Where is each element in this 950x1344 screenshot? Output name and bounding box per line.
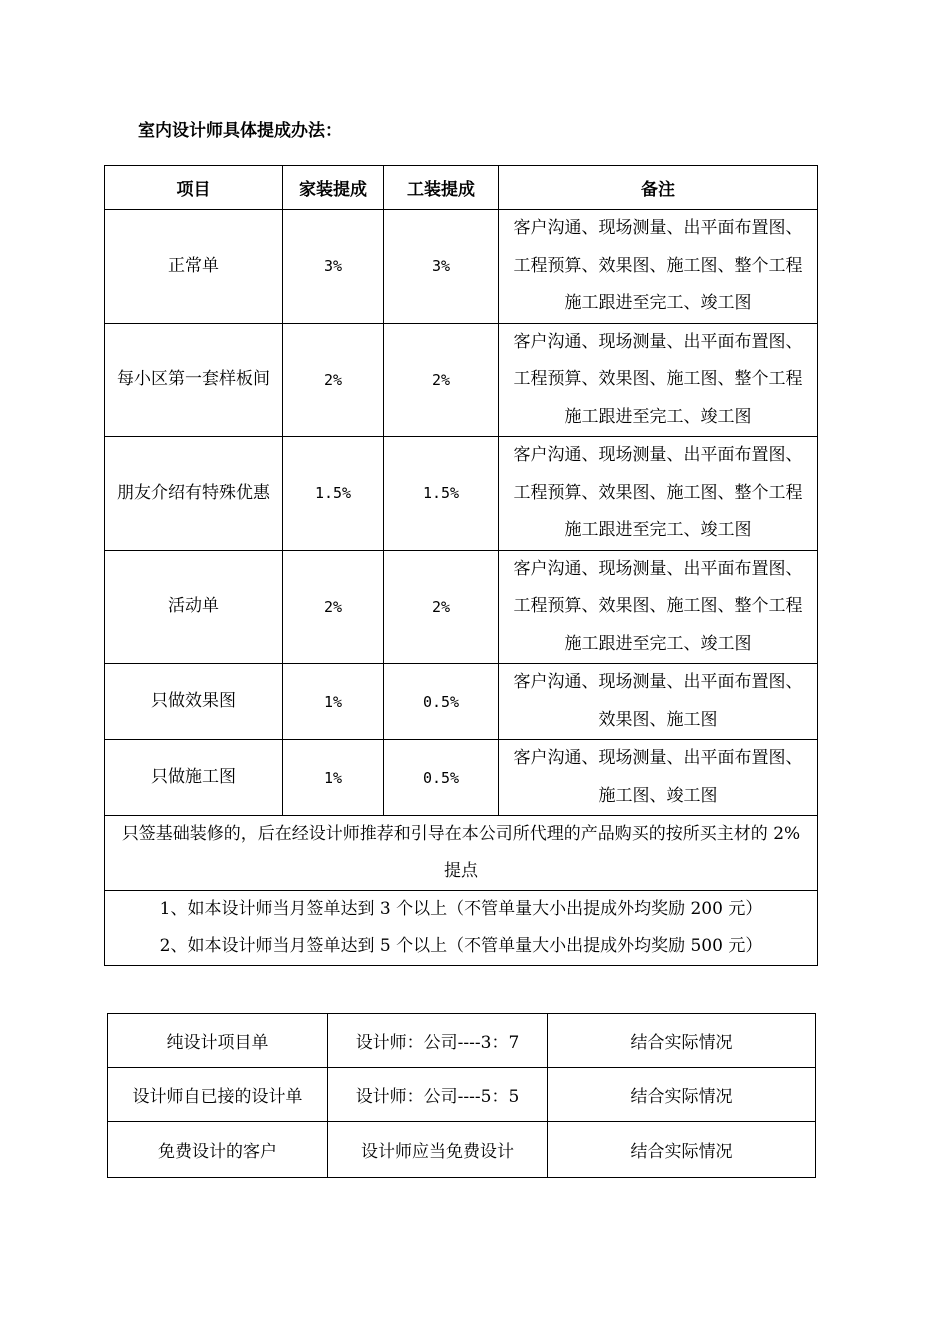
- row-home: 1.5%: [283, 437, 384, 551]
- row-name: 活动单: [105, 550, 283, 664]
- header-item: 项目: [105, 166, 283, 210]
- table-row: [105, 210, 818, 324]
- row-name: 朋友介绍有特殊优惠: [105, 437, 283, 551]
- row-work: 3%: [384, 210, 499, 324]
- row-home: 1%: [283, 664, 384, 740]
- row-note: 客户沟通、现场测量、出平面布置图、工程预算、效果图、施工图、整个工程施工跟进至完工、竣工图: [499, 210, 818, 324]
- design-split: 设计师：公司----5：5: [328, 1068, 548, 1122]
- table-row: [105, 323, 818, 437]
- design-remark: 结合实际情况: [548, 1014, 816, 1068]
- design-type: 纯设计项目单: [108, 1014, 328, 1068]
- material-note-row: [105, 816, 818, 891]
- row-note: 客户沟通、现场测量、出平面布置图、工程预算、效果图、施工图、整个工程施工跟进至完工、竣工图: [499, 323, 818, 437]
- material-note: 只签基础装修的，后在经设计师推荐和引导在本公司所代理的产品购买的按所买主材的 2%提点: [105, 816, 818, 891]
- design-type: 设计师自已接的设计单: [108, 1068, 328, 1122]
- bonus-cell: [105, 891, 818, 966]
- table-row: [105, 437, 818, 551]
- design-remark: 结合实际情况: [548, 1068, 816, 1122]
- design-split-table: [107, 1013, 816, 1178]
- row-name: 每小区第一套样板间: [105, 323, 283, 437]
- row-note: 客户沟通、现场测量、出平面布置图、工程预算、效果图、施工图、整个工程施工跟进至完工、竣工图: [499, 437, 818, 551]
- header-home-commission: 家装提成: [283, 166, 384, 210]
- design-remark: 结合实际情况: [548, 1122, 816, 1178]
- bonus-row: [105, 891, 818, 966]
- row-work: 0.5%: [384, 664, 499, 740]
- row-name: 正常单: [105, 210, 283, 324]
- table-row: [105, 550, 818, 664]
- document-title: 室内设计师具体提成办法：: [138, 121, 342, 141]
- row-home: 2%: [283, 323, 384, 437]
- row-work: 0.5%: [384, 740, 499, 816]
- bonus-line-1: 1、如本设计师当月签单达到 3 个以上（不管单量大小出提成外均奖励 200 元）: [159, 899, 763, 919]
- header-remark: 备注: [499, 166, 818, 210]
- row-home: 2%: [283, 550, 384, 664]
- row-note: 客户沟通、现场测量、出平面布置图、施工图、竣工图: [499, 740, 818, 816]
- design-split: 设计师应当免费设计: [328, 1122, 548, 1178]
- design-split: 设计师：公司----3：7: [328, 1014, 548, 1068]
- bonus-line-2: 2、如本设计师当月签单达到 5 个以上（不管单量大小出提成外均奖励 500 元）: [159, 936, 763, 956]
- row-work: 1.5%: [384, 437, 499, 551]
- table-header-row: [105, 166, 818, 210]
- row-work: 2%: [384, 323, 499, 437]
- table-row: [108, 1068, 816, 1122]
- row-home: 1%: [283, 740, 384, 816]
- row-name: 只做施工图: [105, 740, 283, 816]
- commission-table: [104, 165, 818, 966]
- row-note: 客户沟通、现场测量、出平面布置图、工程预算、效果图、施工图、整个工程施工跟进至完工、竣工图: [499, 550, 818, 664]
- table-row: [108, 1122, 816, 1178]
- table-row: [105, 740, 818, 816]
- row-name: 只做效果图: [105, 664, 283, 740]
- table-row: [108, 1014, 816, 1068]
- row-work: 2%: [384, 550, 499, 664]
- table-row: [105, 664, 818, 740]
- design-type: 免费设计的客户: [108, 1122, 328, 1178]
- row-note: 客户沟通、现场测量、出平面布置图、效果图、施工图: [499, 664, 818, 740]
- header-work-commission: 工装提成: [384, 166, 499, 210]
- row-home: 3%: [283, 210, 384, 324]
